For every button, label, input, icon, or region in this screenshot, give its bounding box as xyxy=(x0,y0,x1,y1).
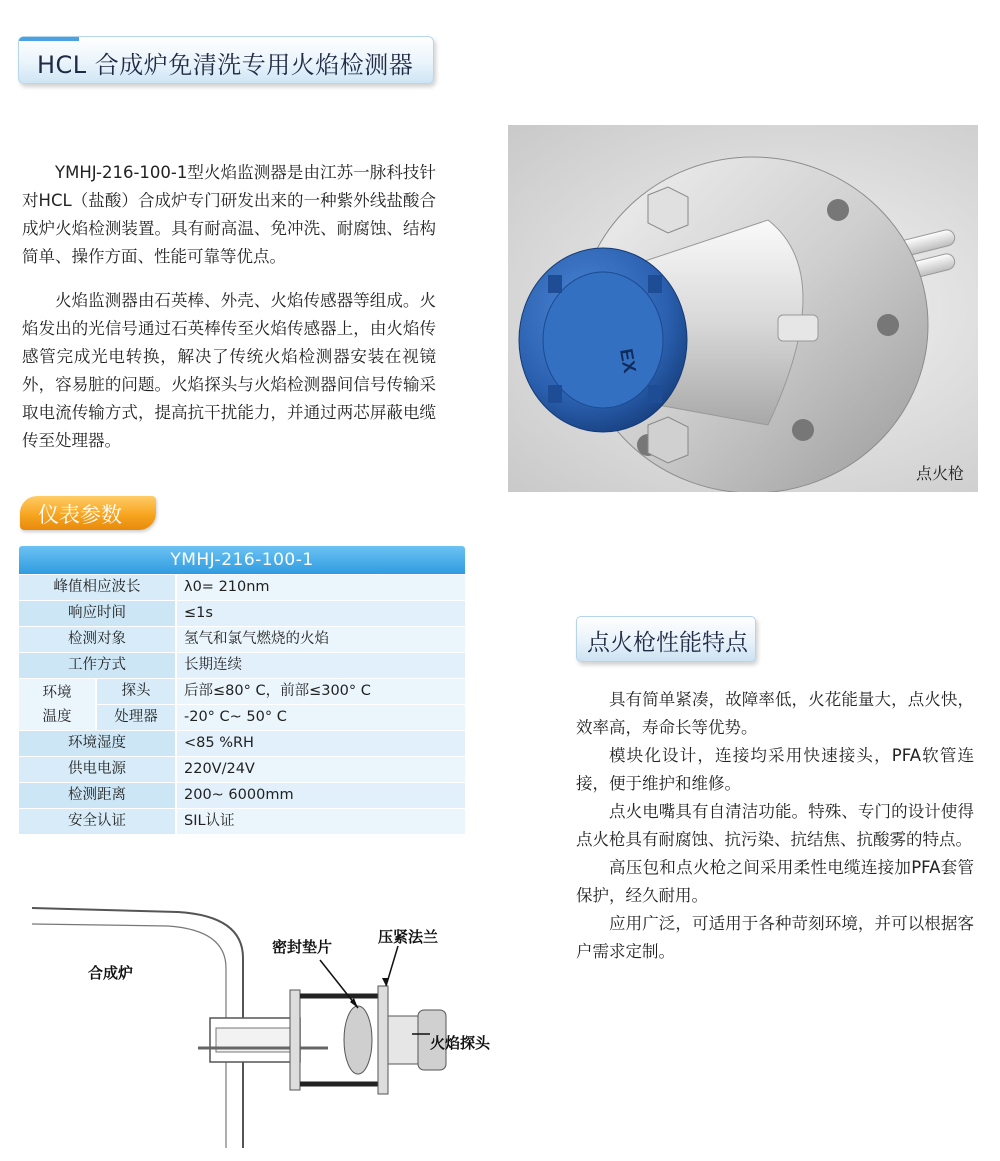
table-row xyxy=(19,601,465,626)
table-row xyxy=(19,653,465,678)
spec-key: 安全认证 xyxy=(19,809,175,834)
env-label-line2: 温度 xyxy=(42,708,72,725)
spec-key: 检测距离 xyxy=(19,783,175,808)
table-row xyxy=(19,809,465,834)
spec-table xyxy=(19,546,465,834)
spec-value: λ0= 210nm xyxy=(177,575,465,600)
spec-value: 200~ 6000mm xyxy=(177,783,465,808)
env-temperature-label xyxy=(19,679,95,730)
spec-value: 氢气和氯气燃烧的火焰 xyxy=(177,627,465,652)
spec-table-header: YMHJ-216-100-1 xyxy=(19,546,465,574)
table-row xyxy=(19,757,465,782)
product-photo xyxy=(508,125,978,492)
spec-key: 工作方式 xyxy=(19,653,175,678)
table-row xyxy=(97,705,465,730)
spec-key: 检测对象 xyxy=(19,627,175,652)
env-label-line1: 环境 xyxy=(42,684,72,701)
spec-value: <85 %RH xyxy=(177,731,465,756)
spec-key: 供电电源 xyxy=(19,757,175,782)
spec-key: 响应时间 xyxy=(19,601,175,626)
table-row xyxy=(19,627,465,652)
feature-paragraph: 应用广泛，可适用于各种苛刻环境，并可以根据客户需求定制。 xyxy=(576,914,974,961)
spec-key: 处理器 xyxy=(97,705,175,730)
features-label xyxy=(576,616,756,662)
intro-paragraph-2: 火焰监测器由石英棒、外壳、火焰传感器等组成。火焰发出的光信号通过石英棒传至火焰传感器上，由火焰传感管完成光电转换，解决了传统火焰检测器安装在视镜外，容易脏的问题。火焰探头与火焰检测器间信号传输采取电流传输方式，提高抗干扰能力，并通过两芯屏蔽电缆传至处理器。 xyxy=(22,291,436,450)
spec-value: 长期连续 xyxy=(177,653,465,678)
spec-key: 峰值相应波长 xyxy=(19,575,175,600)
params-label-text: 仪表参数 xyxy=(38,503,122,527)
installation-diagram xyxy=(28,898,508,1148)
feature-paragraph: 模块化设计，连接均采用快速接头，PFA软管连接，便于维护和维修。 xyxy=(576,746,974,793)
spec-value: 后部≤80° C，前部≤300° C xyxy=(177,679,465,704)
features-label-text: 点火枪性能特点 xyxy=(587,630,748,656)
furnace-label: 合成炉 xyxy=(88,964,134,982)
table-row xyxy=(19,731,465,756)
title-banner xyxy=(18,36,434,84)
feature-paragraph: 高压包和点火枪之间采用柔性电缆连接加PFA套管保护，经久耐用。 xyxy=(576,858,974,905)
env-temperature-block xyxy=(19,679,465,730)
page-title: HCL 合成炉免清洗专用火焰检测器 xyxy=(37,51,414,79)
flame-detector-illustration xyxy=(508,125,978,492)
intro-paragraph-1: YMHJ-216-100-1型火焰监测器是由江苏一脉科技针对HCL（盐酸）合成炉专门研发出来的一种紫外线盐酸合成炉火焰检测装置。具有耐高温、免冲洗、耐腐蚀、结构简单、操作方面、性能可靠等优点。 xyxy=(22,162,436,266)
spec-value: -20° C~ 50° C xyxy=(177,705,465,730)
spec-key: 环境湿度 xyxy=(19,731,175,756)
feature-paragraph: 具有简单紧凑，故障率低，火花能量大，点火快，效率高，寿命长等优势。 xyxy=(576,690,974,737)
title-accent-bar xyxy=(19,37,79,41)
ex-mark: EX xyxy=(616,347,640,375)
table-row xyxy=(19,575,465,600)
spec-value: 220V/24V xyxy=(177,757,465,782)
features-text xyxy=(576,686,974,966)
flange-label: 压紧法兰 xyxy=(378,928,439,946)
table-row xyxy=(97,679,465,704)
spec-value: SIL认证 xyxy=(177,809,465,834)
feature-paragraph: 点火电嘴具有自清洁功能。特殊、专门的设计使得点火枪具有耐腐蚀、抗污染、抗结焦、抗酸雾的特点。 xyxy=(576,802,974,849)
gasket-label: 密封垫片 xyxy=(272,938,333,956)
photo-caption: 点火枪 xyxy=(915,464,964,483)
spec-key: 探头 xyxy=(97,679,175,704)
table-row xyxy=(19,783,465,808)
params-label xyxy=(20,496,156,530)
probe-label: 火焰探头 xyxy=(430,1034,491,1052)
intro-text xyxy=(22,142,436,472)
spec-value: ≤1s xyxy=(177,601,465,626)
